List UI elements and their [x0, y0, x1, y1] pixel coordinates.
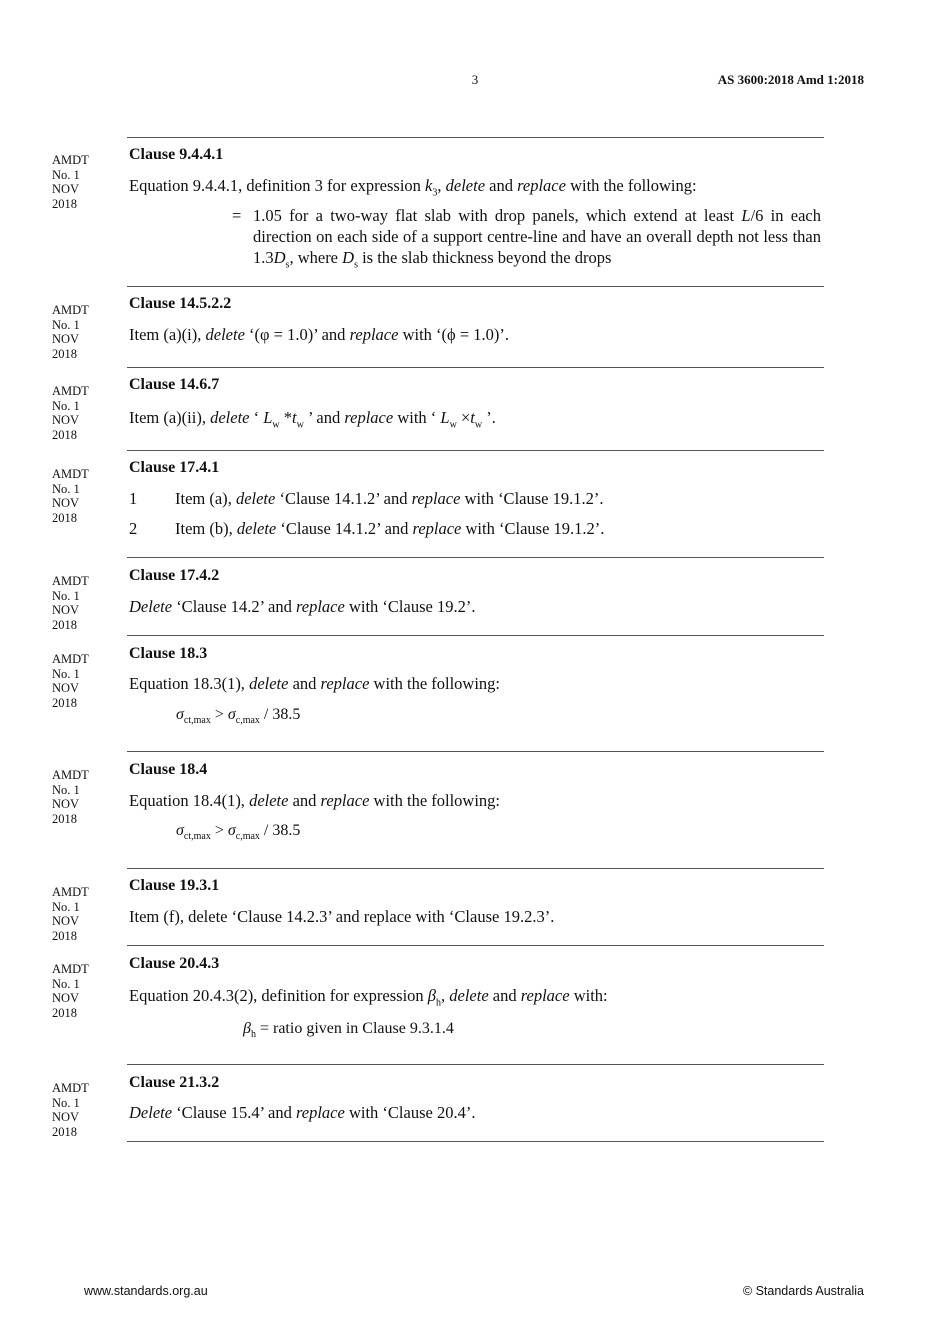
amendment-note: AMDT No. 1 NOV 2018: [52, 768, 89, 826]
list-number: 1: [129, 489, 138, 508]
clause-heading: Clause 21.3.2: [129, 1074, 220, 1091]
clause-heading: Clause 20.4.3: [129, 955, 220, 972]
clause-text: Equation 9.4.4.1, definition 3 for expression $k_3$, delete and replace with the following:: [129, 176, 697, 199]
clause-text: Item (a)(i), delete ‘(φ = 1.0)’ and replace with ‘(ϕ = 1.0)’.: [129, 325, 510, 344]
section-rule: [127, 751, 824, 752]
section-rule: [127, 367, 824, 368]
clause-text: Equation 20.4.3(2), definition for expression $\beta_h$, delete and replace with:: [129, 986, 608, 1009]
clause-heading: Clause 17.4.2: [129, 567, 220, 584]
clause-heading: Clause 14.5.2.2: [129, 295, 232, 312]
list-number: 2: [129, 519, 138, 538]
amendment-note: AMDT No. 1 NOV 2018: [52, 153, 89, 211]
page-number: 3: [471, 72, 479, 87]
equation: $\beta_h$ = ratio given in Clause 9.3.1.4: [243, 1020, 454, 1041]
clause-text: Equation 18.3(1), delete and replace with the following:: [129, 674, 501, 693]
section-rule: [127, 450, 824, 451]
clause-heading: Clause 19.3.1: [129, 877, 220, 894]
equation: $\sigma_{ct,max} > \sigma_{c,max} / 38.5$: [176, 706, 301, 727]
section-rule: [127, 137, 824, 138]
section-rule: [127, 1141, 824, 1142]
clause-text: Delete ‘Clause 14.2’ and replace with ‘Clause 19.2’.: [129, 597, 476, 616]
amendment-note: AMDT No. 1 NOV 2018: [52, 303, 89, 361]
section-rule: [127, 635, 824, 636]
clause-heading: Clause 9.4.4.1: [129, 146, 224, 163]
section-rule: [127, 868, 824, 869]
equation: $\sigma_{ct,max} > \sigma_{c,max} / 38.5$: [176, 822, 301, 843]
clause-text: Equation 18.4(1), delete and replace with the following:: [129, 791, 501, 810]
section-rule: [127, 286, 824, 287]
clause-text: Item (f), delete ‘Clause 14.2.3’ and replace with ‘Clause 19.2.3’.: [129, 907, 555, 926]
amendment-note: AMDT No. 1 NOV 2018: [52, 885, 89, 943]
clause-heading: Clause 18.3: [129, 645, 208, 662]
website-link[interactable]: www.standards.org.au: [84, 1284, 208, 1298]
list-item: Item (a), delete ‘Clause 14.1.2’ and replace with ‘Clause 19.1.2’.: [175, 489, 604, 508]
amendment-note: AMDT No. 1 NOV 2018: [52, 467, 89, 525]
document-id: AS 3600:2018 Amd 1:2018: [717, 72, 864, 87]
amendment-note: AMDT No. 1 NOV 2018: [52, 652, 89, 710]
section-rule: [127, 1064, 824, 1065]
clause-heading: Clause 14.6.7: [129, 376, 220, 393]
amendment-note: AMDT No. 1 NOV 2018: [52, 1081, 89, 1139]
clause-text: Delete ‘Clause 15.4’ and replace with ‘Clause 20.4’.: [129, 1103, 476, 1122]
section-rule: [127, 945, 824, 946]
amendment-note: AMDT No. 1 NOV 2018: [52, 574, 89, 632]
copyright-notice: © Standards Australia: [742, 1284, 864, 1298]
clause-text: Item (a)(ii), delete ‘ $L_w$ $*t_w$ ’ and replace with ‘ $L_w \times t_w$ ’.: [129, 408, 496, 431]
clause-heading: Clause 17.4.1: [129, 459, 220, 476]
clause-heading: Clause 18.4: [129, 761, 208, 778]
list-item: Item (b), delete ‘Clause 14.1.2’ and replace with ‘Clause 19.1.2’.: [175, 519, 605, 538]
section-rule: [127, 557, 824, 558]
definition-text: 1.05 for a two-way flat slab with drop panels, which extend at least L/6 in each direction on each side of a support centre-line and have an overall depth not less than $1.3D_s$, where $D_s$ is the slab thickness beyond the drops: [253, 206, 821, 271]
amendment-note: AMDT No. 1 NOV 2018: [52, 384, 89, 442]
amendment-note: AMDT No. 1 NOV 2018: [52, 962, 89, 1020]
definition-equals: =: [232, 206, 242, 225]
